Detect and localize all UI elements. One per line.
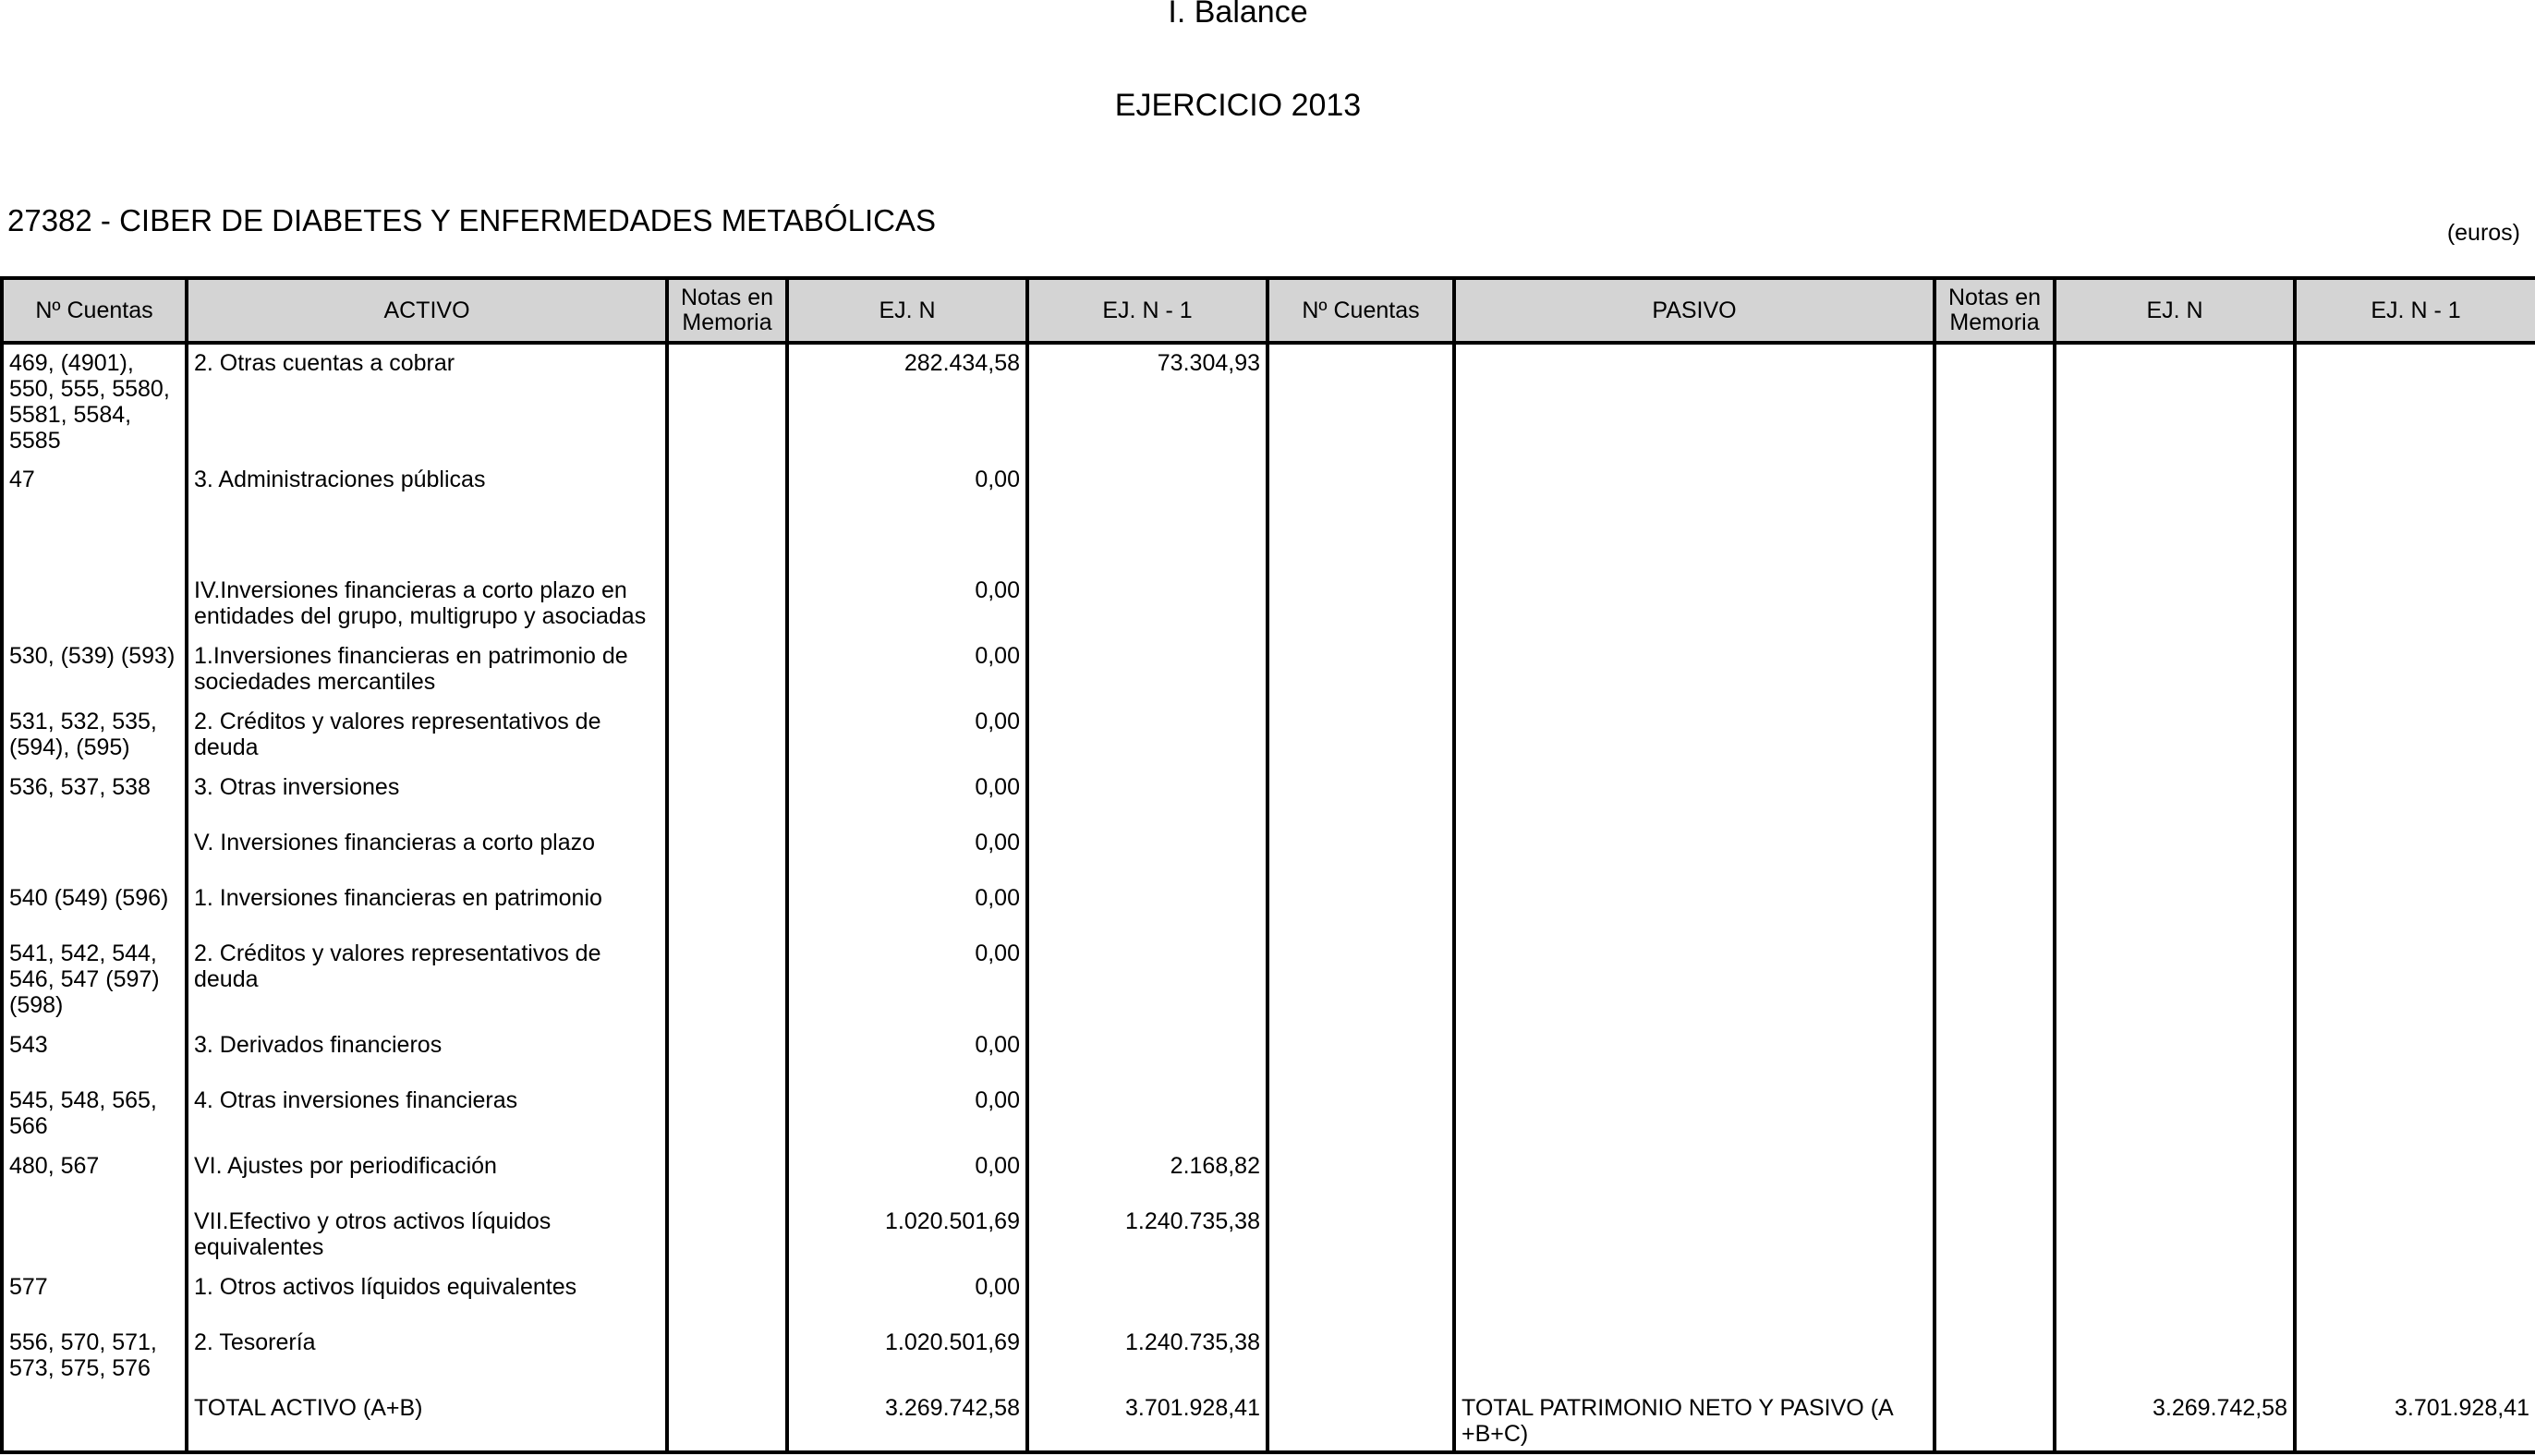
col-pasivo-header: PASIVO [1454,278,1935,343]
fiscal-year-title: EJERCICIO 2013 [1114,88,1362,123]
col-ej-n-activo-cell: 282.434,58 [787,343,1027,461]
table-row [2,461,2535,572]
col-ej-n1-activo-cell [1027,880,1268,935]
page-title: I. Balance [1168,0,1308,30]
table-row [2,1082,2535,1147]
col-ej-n1-pasivo-cell [2295,572,2535,637]
col-ej-n1-activo-cell [1027,572,1268,637]
table-row [2,1026,2535,1082]
col-ej-n1-activo-cell: 1.240.735,38 [1027,1324,1268,1389]
col-notas-activo-cell [667,1203,787,1268]
col-pasivo-cell [1454,769,1935,824]
col-ej-n-activo-cell: 0,00 [787,1268,1027,1324]
col-notas-pasivo-cell [1935,824,2055,880]
table-row [2,824,2535,880]
table-row [2,572,2535,637]
col-ej-n1-activo-cell [1027,461,1268,572]
col-cuentas-pasivo-cell [1268,880,1454,935]
col-activo-cell: TOTAL ACTIVO (A+B) [187,1389,667,1452]
col-notas-activo-cell [667,769,787,824]
col-ej-n1-activo-cell [1027,1026,1268,1082]
col-cuentas-pasivo-cell [1268,461,1454,572]
col-ej-n-activo-cell: 0,00 [787,461,1027,572]
col-activo-cell: 1.Inversiones financieras en patrimonio de sociedades mercantiles [187,637,667,703]
col-notas-activo-cell [667,1389,787,1452]
col-ej-n-activo-cell: 1.020.501,69 [787,1324,1027,1389]
col-ej-n-pasivo-cell [2055,1147,2295,1203]
col-ej-n-activo-cell: 0,00 [787,572,1027,637]
table-row [2,1324,2535,1389]
col-notas-activo-cell [667,1026,787,1082]
col-activo-cell: 3. Otras inversiones [187,769,667,824]
col-ej-n-pasivo-header: EJ. N [2055,278,2295,343]
col-cuentas-pasivo-cell [1268,637,1454,703]
col-ej-n-activo-cell: 0,00 [787,935,1027,1026]
col-cuentas-activo-cell: 480, 567 [2,1147,187,1203]
col-notas-pasivo-cell [1935,1203,2055,1268]
col-cuentas-activo-cell: 556, 570, 571, 573, 575, 576 [2,1324,187,1389]
col-ej-n1-pasivo-cell [2295,1147,2535,1203]
col-ej-n1-activo-cell [1027,935,1268,1026]
col-cuentas-activo-cell: 543 [2,1026,187,1082]
col-ej-n1-pasivo-cell [2295,1026,2535,1082]
table-row [2,703,2535,769]
col-ej-n-activo-cell: 0,00 [787,637,1027,703]
col-notas-pasivo-cell [1935,1268,2055,1324]
col-ej-n-pasivo-cell [2055,769,2295,824]
col-ej-n1-activo-cell [1027,703,1268,769]
col-ej-n1-activo-cell [1027,769,1268,824]
col-cuentas-activo-cell: 545, 548, 565, 566 [2,1082,187,1147]
table-row [2,1203,2535,1268]
col-activo-cell: 2. Otras cuentas a cobrar [187,343,667,461]
col-notas-pasivo-cell [1935,703,2055,769]
col-ej-n1-activo-cell [1027,1268,1268,1324]
col-ej-n1-activo-cell: 1.240.735,38 [1027,1203,1268,1268]
col-ej-n-pasivo-cell [2055,1026,2295,1082]
col-notas-pasivo-cell [1935,935,2055,1026]
col-pasivo-cell [1454,1268,1935,1324]
col-notas-pasivo-cell [1935,769,2055,824]
col-ej-n1-pasivo-header: EJ. N - 1 [2295,278,2535,343]
table-row [2,769,2535,824]
col-cuentas-activo-cell [2,1203,187,1268]
col-ej-n-activo-cell: 0,00 [787,769,1027,824]
balance-table [0,276,2535,1454]
col-activo-cell: 1. Otros activos líquidos equivalentes [187,1268,667,1324]
col-ej-n1-pasivo-cell [2295,703,2535,769]
col-pasivo-cell [1454,637,1935,703]
col-cuentas-activo-cell: 531, 532, 535, (594), (595) [2,703,187,769]
col-cuentas-activo-header: Nº Cuentas [2,278,187,343]
col-ej-n-pasivo-cell [2055,935,2295,1026]
col-notas-pasivo-header: Notas en Memoria [1935,278,2055,343]
col-notas-pasivo-cell [1935,1026,2055,1082]
col-notas-pasivo-cell [1935,637,2055,703]
col-activo-cell: V. Inversiones financieras a corto plazo [187,824,667,880]
col-ej-n-pasivo-cell [2055,1082,2295,1147]
col-activo-cell: 2. Créditos y valores representativos de deuda [187,703,667,769]
col-notas-pasivo-cell [1935,880,2055,935]
col-notas-pasivo-cell [1935,461,2055,572]
col-activo-cell: VI. Ajustes por periodificación [187,1147,667,1203]
col-notas-activo-cell [667,1147,787,1203]
col-cuentas-pasivo-cell [1268,1082,1454,1147]
col-activo-cell: 3. Administraciones públicas [187,461,667,572]
col-cuentas-activo-cell [2,1389,187,1452]
col-notas-pasivo-cell [1935,1147,2055,1203]
col-activo-cell: 3. Derivados financieros [187,1026,667,1082]
col-ej-n-activo-cell: 0,00 [787,1147,1027,1203]
col-activo-header: ACTIVO [187,278,667,343]
col-pasivo-cell [1454,1147,1935,1203]
col-notas-activo-header: Notas en Memoria [667,278,787,343]
col-notas-pasivo-cell [1935,572,2055,637]
col-pasivo-cell: TOTAL PATRIMONIO NETO Y PASIVO (A +B+C) [1454,1389,1935,1452]
col-notas-activo-cell [667,1082,787,1147]
col-notas-activo-cell [667,461,787,572]
col-ej-n-pasivo-cell [2055,703,2295,769]
col-pasivo-cell [1454,1082,1935,1147]
col-cuentas-pasivo-cell [1268,703,1454,769]
col-cuentas-pasivo-cell [1268,1147,1454,1203]
table-row [2,1389,2535,1452]
table-body [2,343,2535,1452]
col-ej-n-activo-cell: 3.269.742,58 [787,1389,1027,1452]
col-cuentas-activo-cell [2,824,187,880]
col-cuentas-pasivo-cell [1268,824,1454,880]
col-notas-activo-cell [667,343,787,461]
col-notas-pasivo-cell [1935,1389,2055,1452]
col-cuentas-activo-cell: 47 [2,461,187,572]
col-activo-cell: VII.Efectivo y otros activos líquidos equivalentes [187,1203,667,1268]
col-ej-n-activo-cell: 0,00 [787,1026,1027,1082]
col-pasivo-cell [1454,1203,1935,1268]
col-notas-pasivo-cell [1935,343,2055,461]
col-activo-cell: 2. Créditos y valores representativos de deuda [187,935,667,1026]
col-activo-cell: 4. Otras inversiones financieras [187,1082,667,1147]
col-ej-n1-pasivo-cell [2295,1268,2535,1324]
col-ej-n-pasivo-cell [2055,572,2295,637]
col-ej-n1-pasivo-cell [2295,769,2535,824]
col-ej-n-activo-cell: 0,00 [787,1082,1027,1147]
col-ej-n1-pasivo-cell [2295,343,2535,461]
table-row [2,637,2535,703]
col-pasivo-cell [1454,1026,1935,1082]
col-ej-n1-pasivo-cell [2295,461,2535,572]
col-ej-n1-activo-cell [1027,1082,1268,1147]
col-cuentas-activo-cell: 536, 537, 538 [2,769,187,824]
col-notas-activo-cell [667,637,787,703]
col-cuentas-activo-cell: 530, (539) (593) [2,637,187,703]
col-cuentas-pasivo-cell [1268,1026,1454,1082]
col-cuentas-pasivo-cell [1268,1203,1454,1268]
entity-name: 27382 - CIBER DE DIABETES Y ENFERMEDADES METABÓLICAS [7,203,936,237]
col-cuentas-pasivo-cell [1268,769,1454,824]
currency-unit: (euros) [2446,220,2520,246]
col-cuentas-pasivo-cell [1268,935,1454,1026]
col-ej-n1-activo-cell: 73.304,93 [1027,343,1268,461]
col-cuentas-pasivo-cell [1268,572,1454,637]
col-ej-n-pasivo-cell [2055,343,2295,461]
col-ej-n-activo-cell: 0,00 [787,824,1027,880]
col-pasivo-cell [1454,824,1935,880]
table-header-row [2,278,2535,343]
col-ej-n1-activo-cell: 2.168,82 [1027,1147,1268,1203]
col-ej-n1-pasivo-cell [2295,637,2535,703]
col-notas-activo-cell [667,880,787,935]
col-ej-n1-pasivo-cell [2295,1324,2535,1389]
col-notas-activo-cell [667,935,787,1026]
col-cuentas-activo-cell: 469, (4901), 550, 555, 5580, 5581, 5584, 5585 [2,343,187,461]
col-ej-n-pasivo-cell [2055,1268,2295,1324]
col-activo-cell: IV.Inversiones financieras a corto plazo en entidades del grupo, multigrupo y asociadas [187,572,667,637]
col-notas-pasivo-cell [1935,1082,2055,1147]
col-cuentas-pasivo-cell [1268,343,1454,461]
col-pasivo-cell [1454,703,1935,769]
col-ej-n-pasivo-cell [2055,880,2295,935]
col-cuentas-pasivo-cell [1268,1389,1454,1452]
table-row [2,343,2535,461]
table-row [2,935,2535,1026]
col-pasivo-cell [1454,880,1935,935]
col-ej-n1-pasivo-cell [2295,1203,2535,1268]
col-cuentas-activo-cell: 541, 542, 544, 546, 547 (597) (598) [2,935,187,1026]
col-pasivo-cell [1454,572,1935,637]
col-ej-n1-activo-cell [1027,637,1268,703]
col-cuentas-activo-cell: 540 (549) (596) [2,880,187,935]
col-cuentas-pasivo-header: Nº Cuentas [1268,278,1454,343]
col-ej-n1-pasivo-cell: 3.701.928,41 [2295,1389,2535,1452]
col-ej-n1-pasivo-cell [2295,1082,2535,1147]
col-ej-n-activo-cell: 1.020.501,69 [787,1203,1027,1268]
col-ej-n1-pasivo-cell [2295,935,2535,1026]
col-notas-activo-cell [667,703,787,769]
col-ej-n-pasivo-cell [2055,461,2295,572]
col-notas-activo-cell [667,1324,787,1389]
col-notas-pasivo-cell [1935,1324,2055,1389]
col-ej-n-activo-cell: 0,00 [787,703,1027,769]
col-notas-activo-cell [667,824,787,880]
col-ej-n-activo-header: EJ. N [787,278,1027,343]
col-cuentas-pasivo-cell [1268,1324,1454,1389]
col-ej-n1-activo-header: EJ. N - 1 [1027,278,1268,343]
col-ej-n-pasivo-cell: 3.269.742,58 [2055,1389,2295,1452]
col-cuentas-activo-cell: 577 [2,1268,187,1324]
col-pasivo-cell [1454,343,1935,461]
col-pasivo-cell [1454,1324,1935,1389]
col-cuentas-activo-cell [2,572,187,637]
col-notas-activo-cell [667,572,787,637]
col-ej-n1-activo-cell: 3.701.928,41 [1027,1389,1268,1452]
col-pasivo-cell [1454,935,1935,1026]
col-activo-cell: 2. Tesorería [187,1324,667,1389]
col-ej-n1-activo-cell [1027,824,1268,880]
col-ej-n-pasivo-cell [2055,1203,2295,1268]
col-activo-cell: 1. Inversiones financieras en patrimonio [187,880,667,935]
table-row [2,1268,2535,1324]
col-ej-n1-pasivo-cell [2295,824,2535,880]
col-ej-n1-pasivo-cell [2295,880,2535,935]
col-cuentas-pasivo-cell [1268,1268,1454,1324]
col-ej-n-pasivo-cell [2055,1324,2295,1389]
col-ej-n-pasivo-cell [2055,637,2295,703]
table-row [2,1147,2535,1203]
col-ej-n-pasivo-cell [2055,824,2295,880]
col-ej-n-activo-cell: 0,00 [787,880,1027,935]
col-pasivo-cell [1454,461,1935,572]
table-row [2,880,2535,935]
col-notas-activo-cell [667,1268,787,1324]
